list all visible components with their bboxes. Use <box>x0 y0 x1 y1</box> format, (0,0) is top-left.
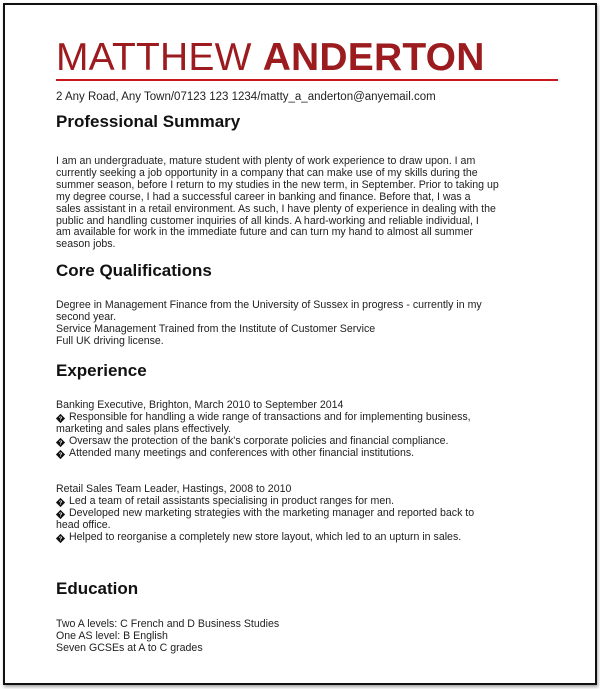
summary-heading: Professional Summary <box>56 112 241 131</box>
summary-line: sales assistant in a retail environment. As such, I have plenty of experience in dealing with the <box>56 202 496 215</box>
bullet-icon: ? <box>56 534 65 543</box>
summary-line: currently seeking a job opportunity in a company that can make use of my skills during the <box>56 166 478 179</box>
job-heading: Banking Executive, Brighton, March 2010 to September 2014 <box>56 399 344 411</box>
qualification-line: Full UK driving license. <box>56 334 164 347</box>
summary-line: my degree course, I had a successful career in banking and finance. Before that, I was a <box>56 190 471 203</box>
qualifications-heading: Core Qualifications <box>56 261 212 280</box>
name-divider <box>56 79 558 81</box>
job-heading: Retail Sales Team Leader, Hastings, 2008 to 2010 <box>56 483 292 495</box>
summary-line: summer season, before I return to my studies in the new term, in September. Prior to taking up <box>56 178 499 191</box>
summary-line: am available for work in the immediate future and can turn my hand to almost all summer <box>56 226 473 239</box>
job-bullet: ? Led a team of retail assistants specialising in product ranges for men. <box>56 496 556 508</box>
job-bullet: ? Oversaw the protection of the bank's corporate policies and financial compliance. <box>56 436 556 448</box>
education-line: Two A levels: C French and D Business Studies <box>56 618 280 630</box>
summary-line: public and handling customer inquiries of all kinds. A hard-working and reliable individual, I <box>56 214 479 227</box>
qualification-line: second year. <box>56 310 117 323</box>
summary-line: season jobs. <box>56 238 116 251</box>
experience-job <box>56 400 556 460</box>
bullet-icon: ? <box>56 498 65 507</box>
bullet-icon: ? <box>56 414 65 423</box>
job-bullet-continuation: marketing and sales plans effectively. <box>56 422 232 435</box>
experience-heading: Experience <box>56 361 147 380</box>
qualification-line: Degree in Management Finance from the University of Sussex in progress - currently in my <box>56 299 482 311</box>
qualification-line: Service Management Trained from the Institute of Customer Service <box>56 322 376 335</box>
summary-line: I am an undergraduate, mature student with plenty of work experience to draw upon. I am <box>56 155 476 167</box>
bullet-icon: ? <box>56 438 65 447</box>
first-name: MATTHEW <box>56 36 252 79</box>
education-line: One AS level: B English <box>56 629 168 642</box>
education-line: Seven GCSEs at A to C grades <box>56 641 203 654</box>
experience-job <box>56 484 556 544</box>
resume-page <box>3 3 597 685</box>
contact-details: 2 Any Road, Any Town/07123 123 1234/matty_a_anderton@anyemail.com <box>56 91 436 103</box>
qualifications-text <box>56 300 556 348</box>
education-text <box>56 619 556 655</box>
last-name: ANDERTON <box>262 36 485 79</box>
bullet-icon: ? <box>56 450 65 459</box>
summary-text <box>56 156 556 251</box>
job-bullet: ? Attended many meetings and conferences with other financial institutions. <box>56 448 556 460</box>
education-heading: Education <box>56 579 139 598</box>
job-bullet: ? Helped to reorganise a completely new store layout, which led to an upturn in sales. <box>56 532 556 544</box>
job-bullet: ? Responsible for handling a wide range of transactions and for implementing business, <box>56 412 556 424</box>
job-bullet: ? Developed new marketing strategies with the marketing manager and reported back to <box>56 508 556 520</box>
bullet-icon: ? <box>56 510 65 519</box>
job-bullet-continuation: head office. <box>56 518 111 531</box>
candidate-name <box>56 36 485 80</box>
